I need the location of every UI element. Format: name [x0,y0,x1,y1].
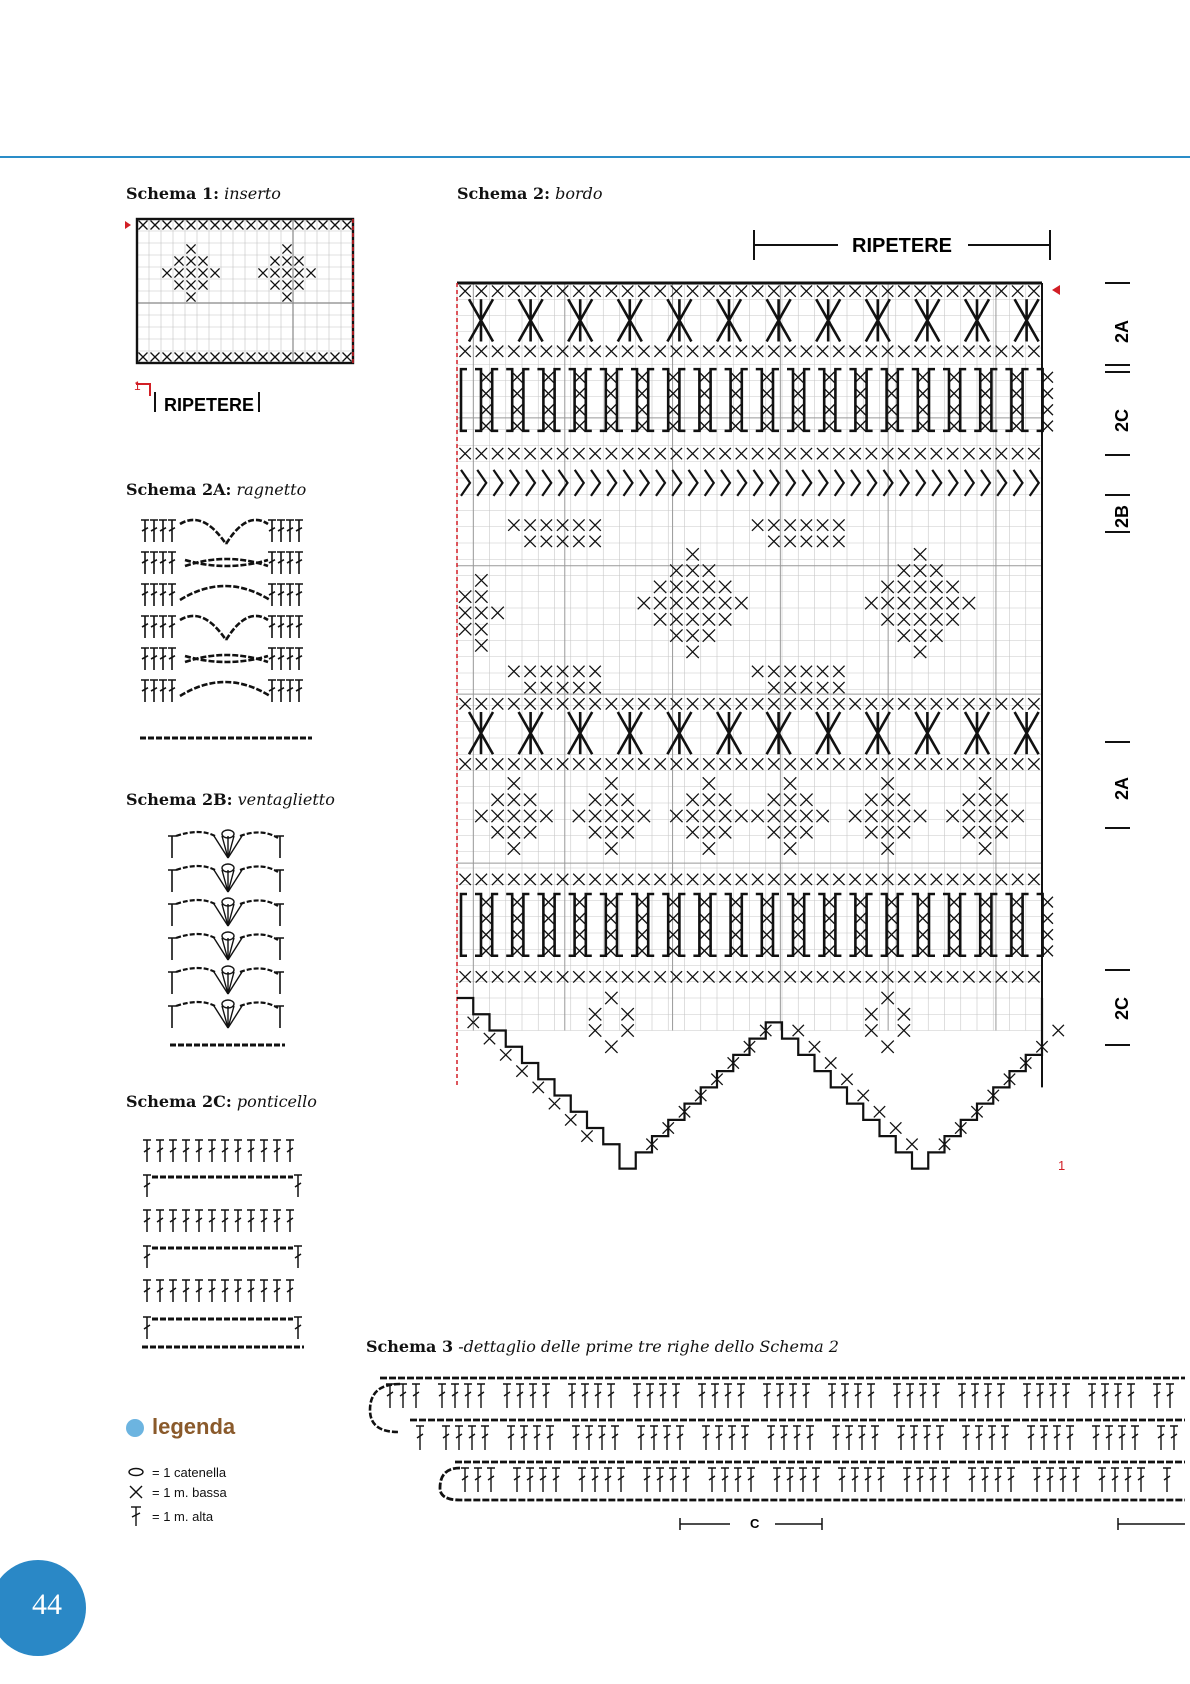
schema-3-c-marker [680,1516,1185,1531]
schema-2b-diagram [168,830,285,1045]
legend-title: legenda [152,1414,236,1439]
schema-2a-diagram [140,520,312,738]
schema-1-chart [125,219,353,363]
schema-3-diagram [370,1378,1185,1500]
schema-1-repeat-label: RIPETERE [164,395,255,415]
schema-1-row-start: 1 [134,379,141,393]
legend-item-double-crochet: = 1 m. alta [152,1509,214,1524]
caption-schema-2a: Schema 2A: ragnetto [126,480,307,499]
schema-2-repeat-label: RIPETERE [852,235,953,257]
legend-icons [129,1469,143,1527]
page-number: 44 [32,1588,62,1621]
legend-bullet [126,1419,144,1437]
side-label-2c-top: 2C [1112,408,1132,432]
legend-item-single-crochet: = 1 m. bassa [152,1485,227,1500]
side-label-2b: 2B [1112,504,1132,528]
schema-1-repeat-marker [134,379,259,415]
caption-schema-2b: Schema 2B: ventaglietto [126,790,335,809]
side-label-2c-bottom: 2C [1112,996,1132,1020]
schema-3-c-label: C [750,1516,760,1531]
caption-schema-1: Schema 1: inserto [126,184,281,203]
chain-stitch-icon [129,1469,143,1476]
legend-item-chain: = 1 catenella [152,1465,227,1480]
single-crochet-icon [130,1486,142,1498]
schema-2c-diagram [142,1140,304,1347]
caption-schema-2: Schema 2: bordo [457,184,603,203]
schema-2-side-labels [1105,283,1132,1045]
schema-2-repeat-bracket [754,230,1050,260]
double-crochet-icon [131,1507,141,1526]
schema-2-chart [457,283,1064,1169]
caption-schema-3: Schema 3 -dettaglio delle prime tre righe dello Schema 2 [366,1337,839,1356]
schema-2-row-start: 1 [1058,1158,1066,1173]
caption-schema-2c: Schema 2C: ponticello [126,1092,317,1111]
side-label-2a-top: 2A [1112,319,1132,343]
side-label-2a-mid: 2A [1112,776,1132,800]
